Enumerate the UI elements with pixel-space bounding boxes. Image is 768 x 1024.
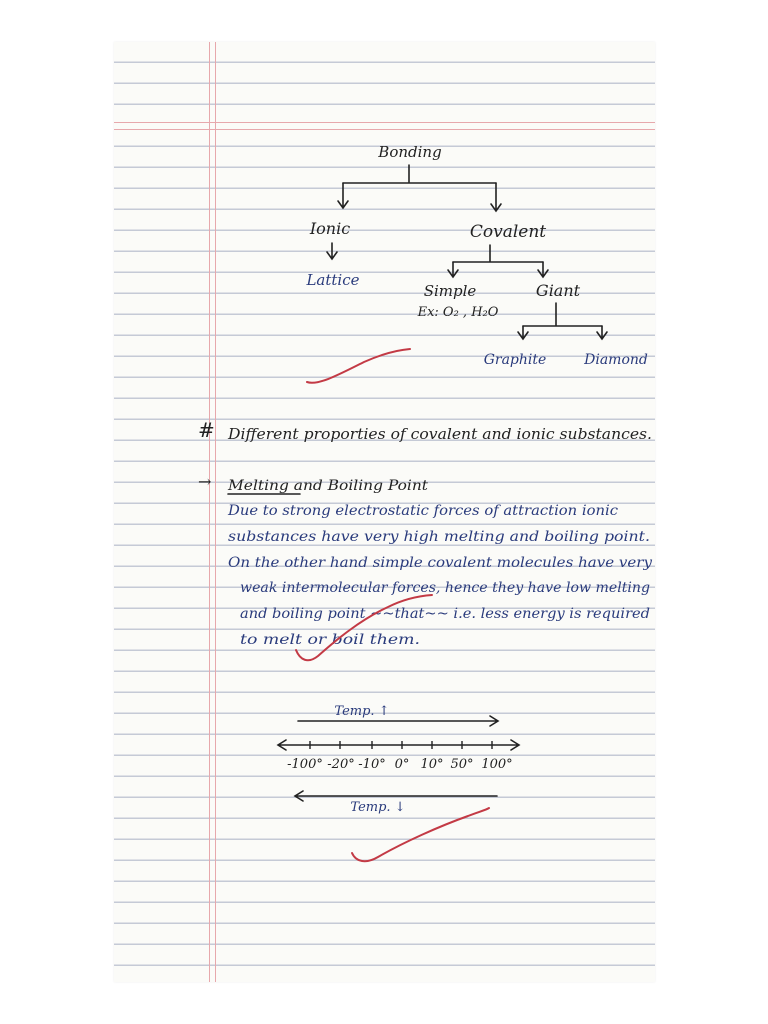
tick-label: -20° <box>327 757 355 772</box>
ionic-arrow-icon <box>338 183 348 208</box>
section-marker: → <box>198 472 212 491</box>
section-title: Melting and Boiling Point <box>226 478 429 494</box>
section-line: and boiling point ~~that~~ i.e. less energy is required <box>240 606 651 622</box>
melting-boiling-section <box>198 472 652 660</box>
simple-arrow-icon <box>448 262 458 277</box>
heading-text: Different proporties of covalent and ionic substances. <box>226 426 652 443</box>
tick-label: 50° <box>450 757 474 772</box>
diagram-root: Bonding <box>378 143 442 161</box>
section-line: Due to strong electrostatic forces of attraction ionic <box>226 503 619 519</box>
tick-label: 0° <box>394 757 410 772</box>
graphite-arrow-icon <box>518 326 528 339</box>
lattice-arrow-icon <box>327 243 337 259</box>
section-line: to melt or boil them. <box>240 632 420 648</box>
check-mark-upper <box>307 349 410 383</box>
giant-arrow-icon <box>538 262 548 277</box>
covalent-branch <box>453 245 543 262</box>
tick-label: 100° <box>481 757 513 772</box>
section-line: weak intermolecular forces, hence they have low melting <box>240 580 651 596</box>
diagram-lattice: Lattice <box>306 271 360 289</box>
temp-up-arrow-icon <box>298 716 498 726</box>
diamond-arrow-icon <box>597 326 607 339</box>
diagram-giant: Giant <box>535 281 581 300</box>
giant-branch <box>523 303 602 326</box>
diagram-simple: Simple <box>423 282 477 300</box>
temperature-number-line <box>278 704 519 861</box>
diagram-covalent: Covalent <box>469 222 547 242</box>
diagram-diamond: Diamond <box>584 352 648 368</box>
bonding-diagram <box>305 143 647 383</box>
check-mark-lower <box>352 808 489 861</box>
diagram-simple-example: Ex: O₂ , H₂O <box>417 305 499 320</box>
covalent-arrow-icon <box>491 183 501 211</box>
number-line-axis <box>278 740 519 750</box>
tick-label: 10° <box>420 757 444 772</box>
temp-lower-label: Temp. ↓ <box>350 800 406 815</box>
diagram-graphite: Graphite <box>483 352 547 368</box>
check-mark-middle <box>296 595 432 660</box>
tick-label: -10° <box>358 757 386 772</box>
temp-upper-label: Temp. ↑ <box>334 704 390 719</box>
heading <box>198 418 652 443</box>
heading-marker: # <box>198 418 215 442</box>
section-line: substances have very high melting and boiling point. <box>228 529 650 545</box>
section-line: On the other hand simple covalent molecules have very <box>228 555 653 571</box>
tick-label: -100° <box>287 757 323 772</box>
diagram-ionic: Ionic <box>309 219 351 238</box>
